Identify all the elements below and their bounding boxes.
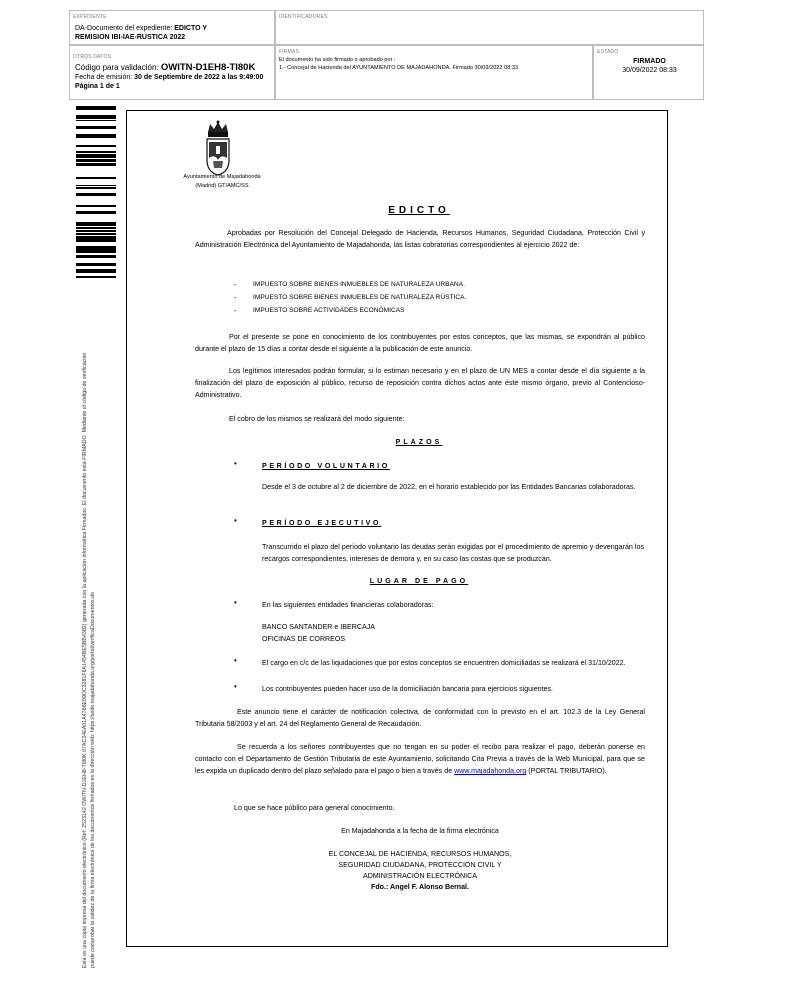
firma-nombre: Fdo.: Angel F. Alonso Bernal. — [371, 883, 469, 891]
barcode-graphic — [76, 106, 116, 278]
expediente-prefix: DA-Documento del expediente: — [75, 25, 173, 32]
banco-2: OFICINAS DE CORREOS — [262, 635, 346, 643]
publico-text: Lo que se hace público para general conocimiento. — [234, 804, 395, 812]
domiciliacion-text: Los contribuyentes pueden hacer uso de la domiciliación bancaria para ejercicios siguientes. — [262, 685, 554, 693]
codigo-prefix: Código para validación: — [75, 63, 159, 72]
codigo-value: OWITN-D1EH8-TI80K — [160, 62, 256, 73]
expediente-line2: REMISION IBI-IAE-RUSTICA 2022 — [75, 34, 186, 41]
otros-datos-label: OTROS DATOS — [73, 54, 112, 60]
bullet-cargo: • — [234, 656, 237, 665]
exposure-paragraph: Por el presente se pone en conocimiento de los contribuyentes por estos conceptos, que las mismas, se expondrán al público durante el plazo de 15 días a contar desde el siguiente a la publicación de este anuncio. — [195, 333, 645, 353]
letterhead-line2: (Madrid) GT/AMC/SS — [195, 183, 249, 189]
barcode — [76, 106, 116, 278]
firma-lugar: En Majadahonda a la fecha de la firma electrónica — [341, 827, 499, 835]
estado-label: ESTADO — [597, 49, 619, 55]
bullet-domiciliacion: • — [234, 682, 237, 691]
notification-paragraph: Este anuncio tiene el carácter de notificación colectiva, de conformidad con lo previsto en el art. 102.3 de la Ley General Tributaria 58/2003 y el art. 24 del Reglamento General de Recaudación. — [195, 708, 645, 728]
fecha-emision — [75, 73, 263, 82]
firma-cargo-1: EL CONCEJAL DE HACIENDA, RECURSOS HUMANOS, — [328, 850, 512, 858]
cargo-text: El cargo en c/c de las liquidaciones que por estos conceptos se encuentren domiciliadas se realizará el 31/10/2022. — [262, 659, 626, 667]
header-identificadores-cell — [275, 10, 704, 45]
estado-value: FIRMADO — [633, 58, 666, 65]
firma-cargo-3: ADMINISTRACIÓN ELECTRÓNICA — [363, 872, 477, 880]
tax-dash-1: - — [234, 281, 237, 289]
identificadores-label: IDENTIFICADORES — [279, 14, 328, 20]
expediente-label: EXPEDIENTE — [73, 14, 107, 20]
estado-date: 30/09/2022 08:33 — [622, 67, 677, 74]
document-title: EDICTO — [388, 205, 450, 216]
lugar-pago-heading: LUGAR DE PAGO — [369, 577, 469, 585]
firma-cargo-2: SEGURIDAD CIUDADANA, PROTECCION CIVIL Y — [338, 861, 502, 869]
cobro-paragraph: El cobro de los mismos se realizará del modo siguiente: — [229, 415, 405, 423]
ejecutivo-heading: PERÍODO EJECUTIVO — [262, 519, 382, 527]
voluntario-text: Desde el 3 de octubre al 2 de diciembre de 2022, en el horario establecido por las Entidades Bancarias colaboradoras. — [262, 483, 636, 491]
side-verification-text-2: puede comprobar la validez de la firma electrónica de los documentos firmados en la dirección web: https://sede.majadahonda.org/portal/verificaDocumentos.do — [90, 592, 96, 968]
tax-item-3: IMPUESTO SOBRE ACTIVIDADES ECONÓMICAS — [253, 307, 405, 314]
firmas-line2: 1.- Concejal de Hacienda del AYUNTAMIENTO DE MAJADAHONDA. Firmado 30/09/2022 08:33 — [279, 65, 519, 71]
expediente-bold: EDICTO Y — [174, 25, 208, 32]
tax-dash-3: - — [234, 307, 237, 315]
majadahonda-link[interactable]: www.majadahonda.org — [454, 767, 527, 775]
voluntario-heading: PERÍODO VOLUNTARIO — [262, 462, 390, 470]
fecha-value: 30 de Septiembre de 2022 a las 9:49:00 — [134, 74, 264, 81]
bullet-entidades: • — [234, 598, 237, 607]
bullet-voluntario: • — [234, 459, 237, 468]
banco-1: BANCO SANTANDER e IBERCAJA — [262, 623, 375, 631]
header-otros-datos-cell — [69, 45, 275, 100]
tax-dash-2: - — [234, 294, 237, 302]
side-verification-text-1: Esta es una copia impresa del documento electrónico (Ref: 2523142 OWITN-D1EH8-TI80K 07AC24EA01A4786E09DC3281F6A1454BE5BB4382) generada con la aplicación informática Firmadoc. El documento está FIRMADO. Mediante el código de verificación — [82, 352, 88, 968]
letterhead-line1: Ayuntamiento de Majadahonda — [183, 174, 261, 180]
firmas-label: FIRMAS — [279, 49, 300, 55]
codigo-validacion — [75, 63, 255, 72]
reminder-paragraph — [195, 741, 645, 777]
coat-of-arms-icon — [203, 120, 233, 181]
fecha-prefix: Fecha de emisión: — [75, 74, 133, 81]
appeal-paragraph: Los legítimos interesados podrán formular, si lo estiman necesario y en el plazo de UN MES a contar desde el día siguiente a la finalización del plazo de exposición al público, recurso de reposición contra dichos actos ante éste mismo órgano, previo al Contencioso-Administrativo. — [195, 367, 645, 399]
header-estado-cell — [593, 45, 704, 100]
intro-paragraph — [195, 227, 645, 251]
ejecutivo-text: Transcurrido el plazo del período voluntario las deudas serán exigidas por el procedimiento de apremio y devengarán los recargos correspondientes, intereses de demora y, en su caso las costas que se produzcan. — [262, 543, 644, 563]
reminder-text: Se recuerda a los señores contribuyentes que no tengan en su poder el recibo para realizar el pago, deberán ponerse en contacto con el Departamento de Gestión Tributaria de este Ayuntamiento, solicitando Cita Previa a través de la Web Municipal, para que se les expida un duplicado dentro del plazo señalado para el pago o bien a través de — [195, 743, 645, 775]
entidades-intro: En las siguientes entidades financieras colaboradoras: — [262, 601, 434, 609]
reminder-after-link: (PORTAL TRIBUTARIO). — [526, 767, 607, 775]
bullet-ejecutivo: • — [234, 516, 237, 525]
tax-item-1: IMPUESTO SOBRE BIENES INMUEBLES DE NATURALEZA URBANA. — [253, 281, 465, 288]
header-expediente-cell — [69, 10, 275, 45]
plazos-heading: PLAZOS — [395, 438, 443, 446]
expediente-text — [75, 24, 275, 42]
firmas-line1: El documento ha sido firmado o aprobado por : — [279, 57, 396, 63]
intro-text: Aprobadas por Resolución del Concejal Delegado de Hacienda, Recursos Humanos, Seguridad Ciudadana, Protección Civil y Administración Electrónica del Ayuntamiento de Majadahonda, las listas cobratorias correspondientes al ejercicio 2022 de: — [195, 229, 645, 249]
pagina: Página 1 de 1 — [75, 83, 120, 90]
tax-item-2: IMPUESTO SOBRE BIENES INMUEBLES DE NATURALEZA RÚSTICA. — [253, 294, 467, 301]
header-firmas-cell — [275, 45, 593, 100]
